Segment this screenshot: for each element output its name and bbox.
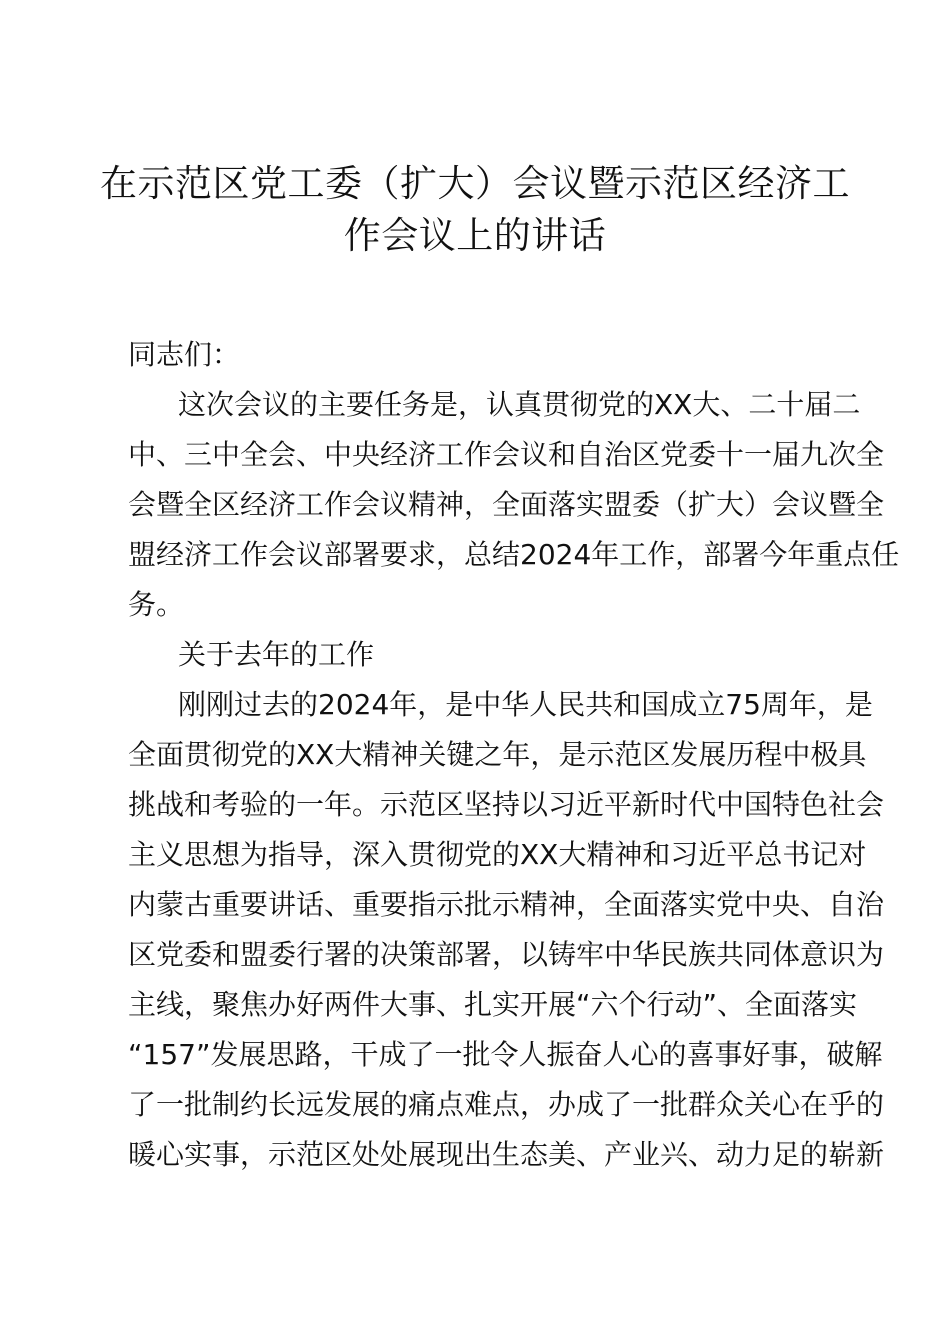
title-line-2: 作会议上的讲话 bbox=[343, 214, 607, 257]
paragraph-1-line-5: 务。 bbox=[128, 588, 185, 621]
salutation: 同志们： bbox=[128, 338, 241, 371]
paragraph-1-line-3: 会暨全区经济工作会议精神，全面落实盟委（扩大）会议暨全 bbox=[128, 488, 885, 521]
paragraph-2-line-5: 内蒙古重要讲话、重要指示批示精神，全面落实党中央、自治 bbox=[128, 888, 885, 921]
paragraph-1-line-4: 盟经济工作会议部署要求，总结2024年工作，部署今年重点任 bbox=[128, 538, 900, 571]
title-line-1: 在示范区党工委（扩大）会议暨示范区经济工 bbox=[100, 162, 850, 205]
paragraph-2-line-4: 主义思想为指导，深入贯彻党的XX大精神和习近平总书记对 bbox=[128, 838, 867, 871]
paragraph-2-line-3: 挑战和考验的一年。示范区坚持以习近平新时代中国特色社会 bbox=[128, 788, 885, 821]
document-title bbox=[100, 158, 850, 262]
paragraph-2-line-10: 暖心实事，示范区处处展现出生态美、产业兴、动力足的崭新 bbox=[128, 1138, 885, 1171]
section-heading: 关于去年的工作 bbox=[178, 638, 375, 671]
paragraph-2-line-7: 主线，聚焦办好两件大事、扎实开展“六个行动”、全面落实 bbox=[128, 988, 858, 1021]
paragraph-2-line-6: 区党委和盟委行署的决策部署，以铸牢中华民族共同体意识为 bbox=[128, 938, 885, 971]
paragraph-2-line-1: 刚刚过去的2024年，是中华人民共和国成立75周年，是 bbox=[178, 688, 873, 721]
paragraph-1-line-1: 这次会议的主要任务是，认真贯彻党的XX大、二十届二 bbox=[178, 388, 861, 421]
paragraph-2-line-9: 了一批制约长远发展的痛点难点，办成了一批群众关心在乎的 bbox=[128, 1088, 885, 1121]
paragraph-2-line-2: 全面贯彻党的XX大精神关键之年，是示范区发展历程中极具 bbox=[128, 738, 867, 771]
paragraph-1-line-2: 中、三中全会、中央经济工作会议和自治区党委十一届九次全 bbox=[128, 438, 885, 471]
paragraph-2-line-8: “157”发展思路，干成了一批令人振奋人心的喜事好事，破解 bbox=[128, 1038, 883, 1071]
document-body bbox=[128, 330, 900, 1180]
